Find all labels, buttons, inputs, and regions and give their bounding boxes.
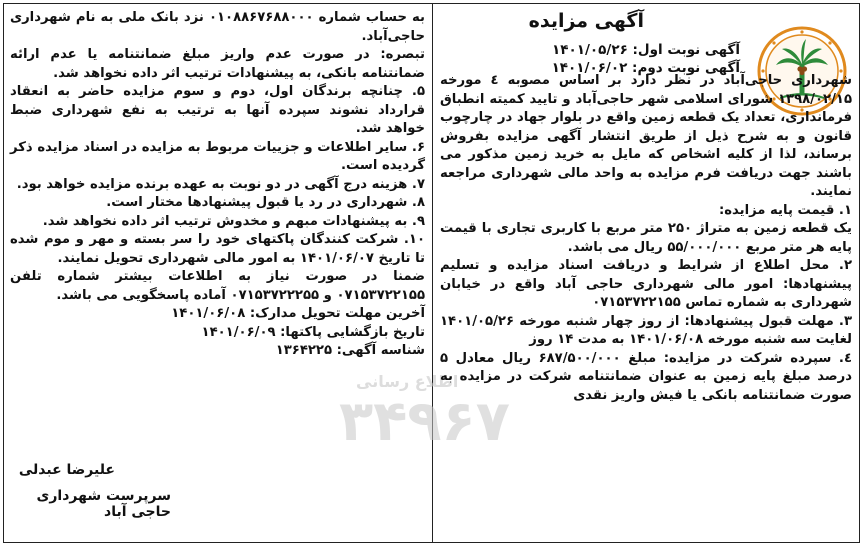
item-1-heading: ۱. قیمت پایه مزایده: — [718, 202, 852, 218]
contact-paragraph: ضمنا در صورت نیاز به اطلاعات بیشتر شماره تلفن ۰۷۱۵۳۷۲۲۱۵۵ و ۰۷۱۵۳۷۲۲۲۵۵ آماده پاسخگویی می باشد. — [10, 269, 425, 303]
column-divider — [432, 4, 433, 542]
signatory-name: علیرضا عبدلی — [18, 462, 115, 478]
item-10: ۱۰. شرکت کنندگان پاکتهای خود را سر بسته و مهر و موم شده تا تاریخ ۱۴۰۱/۰۶/۰۷ به امور مالی شهرداری تحویل نمایند. — [10, 232, 425, 266]
item-5: ۵. چنانچه برندگان اول، دوم و سوم مزایده حاضر به انعقاد قرارداد نشوند سپرده آنها به ترتیب به نفع شهرداری ضبط خواهد شد. — [10, 84, 425, 136]
ad-id-line: شناسه آگهی: ۱۳۶۴۲۲۵ — [275, 343, 425, 358]
item-9: ۹. به پیشنهادات مبهم و مخدوش ترتیب اثر داده نخواهد شد. — [42, 213, 425, 229]
watermark-text-small: اطلاع رسانی — [356, 372, 459, 391]
item-4: ٤. سپرده شرکت در مزایده: مبلغ ۶۸۷/۵۰۰/۰۰۰ ریال معادل ۵ درصد مبلغ پایه زمین به عنوان ضمانتنامه شرکت در مزایده به صورت ضمانتنامه بانکی یا فیش واریز نقدی — [440, 350, 852, 403]
account-paragraph: به حساب شماره ۰۱۰۸۸۶۷۶۸۸۰۰۰ نزد بانک ملی به نام شهرداری حاجی‌آباد. — [10, 10, 425, 44]
item-2: ۲. محل اطلاع از شرایط و دریافت اسناد مزایده و تسلیم پیشنهادها: امور مالی شهرداری حاجی آباد واقع در خیابان شهرداری به شماره تماس ۰۷۱۵۳۷۲۲۱۵۵ — [440, 258, 852, 310]
signatory-title: سرپرست شهرداری حاجی آباد — [36, 488, 171, 520]
left-column — [10, 9, 425, 361]
item-7: ۷. هزینه درج آگهی در دو نوبت به عهده برنده مزایده خواهد بود. — [16, 176, 425, 192]
right-column — [440, 72, 852, 405]
item-1-text: یک قطعه زمین به متراژ ۲۵۰ متر مربع با کاربری تجاری با قیمت پایه هر متر مربع ۵۵/۰۰۰/۰۰۰ ریال می باشد. — [440, 221, 853, 255]
note-paragraph: تبصره: در صورت عدم واریز مبلغ ضمانتنامه یا عدم ارائه ضمانتنامه بانکی، به پیشنهادات ترتیب اثر داده نخواهد شد. — [10, 47, 425, 81]
intro-paragraph: شهرداری حاجی‌آباد در نظر دارد بر اساس مصوبه ٤ مورخه ۱۳۹۸/۰۲/۱۵ شورای اسلامی شهر حاجی‌آباد و تایید کمیته انطباق فرمانداری، تعداد یک قطعه زمین واقع در بلوار جهاد در چارچوب قانون و به شرح ذیل از طریق انتشار آگهی مزایده بفروش برساند، لذا از کلیه اشخاص که مایل به خرید زمین مذکور می باشند جهت دریافت فرم مزایده به واحد مالی شهرداری مراجعه نمایند. — [440, 73, 852, 199]
item-6: ۶. سایر اطلاعات و جزییات مربوط به مزایده در اسناد مزایده ذکر گردیده است. — [10, 139, 425, 173]
page-title: آگهی مزایده — [528, 10, 644, 32]
advertisement-frame — [3, 3, 860, 543]
header — [440, 8, 740, 74]
item-3: ۳. مهلت قبول پیشنهادها: از روز چهار شنبه مورخه ۱۴۰۱/۰۵/۲۶ لغایت سه شنبه مورخه ۱۴۰۱/۰۶/۰۸ به مدت ۱۴ روز — [440, 313, 852, 347]
second-round-date: آگهی نوبت دوم: ۱۴۰۱/۰۶/۰۲ — [551, 60, 740, 76]
deadline-line: آخرین مهلت تحویل مدارک: ۱۴۰۱/۰۶/۰۸ — [171, 306, 425, 321]
first-round-date: آگهی نوبت اول: ۱۴۰۱/۰۵/۲۶ — [552, 42, 740, 58]
item-8: ۸. شهرداری در رد یا قبول پیشنهادها مختار است. — [106, 195, 425, 210]
watermark-number: ۳۴۹۶۷ — [339, 389, 510, 454]
opening-date-line: تاریخ بازگشایی پاکتها: ۱۴۰۱/۰۶/۰۹ — [201, 324, 425, 340]
